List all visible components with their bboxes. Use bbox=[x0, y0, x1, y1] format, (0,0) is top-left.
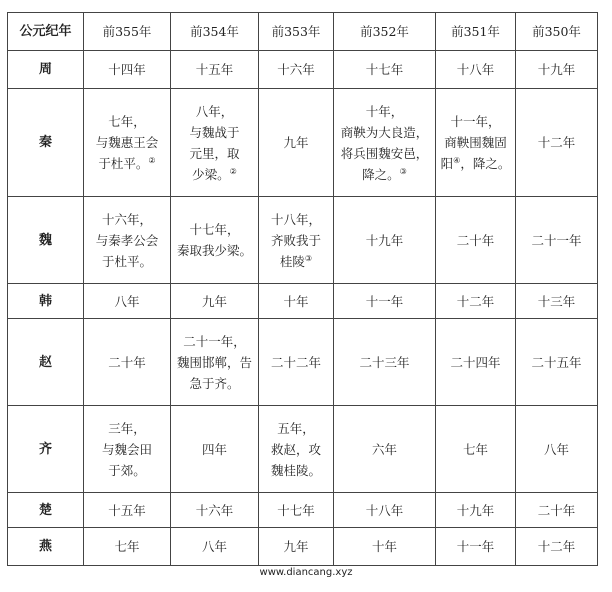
cell-text: 十七年 bbox=[365, 62, 404, 77]
year-header: 前354年 bbox=[171, 13, 259, 51]
state-name: 赵 bbox=[8, 319, 84, 406]
cell-text: 急于齐。 bbox=[189, 375, 240, 391]
cell-text: 十八年， bbox=[270, 211, 321, 227]
cell-text: 二十二年 bbox=[270, 354, 321, 370]
cell-text: 十七年 bbox=[277, 502, 315, 518]
cell-text: 救赵，攻 bbox=[270, 441, 321, 457]
cell-text-line bbox=[336, 143, 433, 164]
year-cell bbox=[334, 319, 436, 406]
cell-text-line bbox=[86, 153, 168, 174]
cell-text: 二十四年 bbox=[450, 354, 501, 370]
chronology-table bbox=[7, 12, 598, 566]
year-cell bbox=[334, 284, 436, 319]
cell-text-line bbox=[438, 153, 513, 174]
year-cell bbox=[436, 89, 516, 197]
year-cell bbox=[334, 493, 436, 528]
cell-text: 八年 bbox=[201, 539, 227, 554]
cell-text: 商鞅为大良造， bbox=[340, 124, 429, 140]
year-cell bbox=[171, 528, 259, 566]
state-name: 魏 bbox=[8, 197, 84, 284]
cell-text-line bbox=[173, 122, 256, 143]
cell-text: 十五年 bbox=[195, 62, 234, 77]
cell-text: 九年 bbox=[201, 293, 227, 309]
cell-text: 十九年 bbox=[365, 232, 404, 248]
cell-text: 二十年 bbox=[456, 232, 495, 248]
cell-text-line bbox=[438, 111, 513, 132]
cell-text-line bbox=[86, 132, 168, 153]
year-cell bbox=[171, 406, 259, 493]
year-cell bbox=[259, 528, 334, 566]
year-cell bbox=[436, 493, 516, 528]
cell-text: 元里，取 bbox=[189, 145, 240, 161]
cell-text: 与魏战于 bbox=[189, 124, 240, 140]
table-row-zhou bbox=[8, 51, 598, 89]
year-cell bbox=[84, 284, 171, 319]
cell-text: 降之。 bbox=[362, 166, 400, 182]
cell-text-line bbox=[518, 352, 595, 373]
cell-text: 魏围邯郸，告 bbox=[176, 354, 252, 370]
cell-text-line bbox=[336, 352, 433, 373]
cell-text-line bbox=[86, 230, 168, 251]
cell-text: 六年 bbox=[371, 441, 397, 457]
cell-text: 十二年 bbox=[456, 293, 495, 309]
cell-text-line bbox=[173, 352, 256, 373]
footnote-marker: ② bbox=[148, 155, 156, 165]
cell-text-line bbox=[336, 536, 433, 557]
year-cell bbox=[84, 51, 171, 89]
year-cell bbox=[436, 319, 516, 406]
cell-text: 八年 bbox=[543, 441, 569, 457]
year-cell bbox=[84, 319, 171, 406]
cell-text: 于杜平。 bbox=[98, 156, 149, 171]
cell-text: 十六年， bbox=[101, 211, 152, 227]
table-row-chu bbox=[8, 493, 598, 528]
year-header: 前353年 bbox=[259, 13, 334, 51]
cell-text: 秦取我少梁。 bbox=[176, 243, 252, 258]
cell-text-line bbox=[518, 59, 595, 80]
cell-text-line bbox=[86, 460, 168, 481]
cell-text: 七年 bbox=[114, 539, 140, 554]
cell-text: 少梁。 bbox=[192, 166, 230, 182]
cell-text-line bbox=[261, 291, 331, 312]
cell-text: 十九年 bbox=[456, 502, 495, 518]
cell-text-line bbox=[438, 291, 513, 312]
year-cell bbox=[516, 406, 598, 493]
cell-text: 十年 bbox=[283, 293, 309, 309]
year-cell bbox=[516, 197, 598, 284]
cell-text-line bbox=[518, 291, 595, 312]
footnote-marker: ② bbox=[229, 166, 237, 176]
cell-text: 十一年， bbox=[450, 114, 501, 129]
cell-text-line bbox=[261, 500, 331, 521]
cell-text-line bbox=[336, 439, 433, 460]
year-cell bbox=[171, 51, 259, 89]
cell-text-line bbox=[261, 209, 331, 230]
cell-text-line bbox=[86, 500, 168, 521]
cell-text-line bbox=[173, 219, 256, 240]
cell-text: 与魏会田 bbox=[101, 441, 152, 457]
cell-text-line bbox=[518, 439, 595, 460]
cell-text-line bbox=[336, 122, 433, 143]
cell-text: 魏桂陵。 bbox=[270, 462, 321, 478]
year-header: 前350年 bbox=[516, 13, 598, 51]
cell-text-line bbox=[173, 291, 256, 312]
year-cell bbox=[84, 89, 171, 197]
cell-text-line bbox=[86, 536, 168, 557]
cell-text: 十一年 bbox=[456, 539, 495, 554]
year-cell bbox=[334, 406, 436, 493]
header-row bbox=[8, 13, 598, 51]
cell-text: 商鞅围魏固 bbox=[444, 135, 507, 150]
cell-text-line bbox=[173, 373, 256, 394]
cell-text: 九年 bbox=[283, 539, 309, 554]
cell-text-line bbox=[173, 143, 256, 164]
cell-text-line bbox=[336, 230, 433, 251]
year-cell bbox=[516, 89, 598, 197]
cell-text: 九年 bbox=[283, 135, 309, 150]
cell-text: 八年， bbox=[195, 103, 234, 119]
cell-text: 齐败我于 bbox=[270, 232, 321, 248]
cell-text-line bbox=[518, 536, 595, 557]
state-name: 燕 bbox=[8, 528, 84, 566]
cell-text: 十年， bbox=[365, 103, 404, 119]
cell-text-line bbox=[336, 164, 433, 185]
year-cell bbox=[516, 319, 598, 406]
cell-text-line bbox=[438, 230, 513, 251]
year-header: 前355年 bbox=[84, 13, 171, 51]
cell-text-line bbox=[336, 500, 433, 521]
year-cell bbox=[436, 197, 516, 284]
year-cell bbox=[516, 528, 598, 566]
table-row-qi bbox=[8, 406, 598, 493]
cell-text-line bbox=[86, 291, 168, 312]
cell-text: 二十年 bbox=[108, 354, 146, 370]
cell-text-line bbox=[173, 500, 256, 521]
cell-text: 十四年 bbox=[108, 62, 146, 77]
cell-text-line bbox=[86, 111, 168, 132]
year-cell bbox=[171, 493, 259, 528]
cell-text-line bbox=[261, 59, 331, 80]
year-cell bbox=[259, 51, 334, 89]
year-cell bbox=[84, 197, 171, 284]
cell-text-line bbox=[438, 59, 513, 80]
cell-text-line bbox=[173, 439, 256, 460]
footnote-marker: ③ bbox=[399, 166, 407, 176]
year-cell bbox=[171, 319, 259, 406]
cell-text: 于郊。 bbox=[108, 462, 146, 478]
year-cell bbox=[516, 493, 598, 528]
cell-text-line bbox=[261, 132, 331, 153]
cell-text: 十五年 bbox=[108, 502, 146, 518]
year-cell bbox=[259, 406, 334, 493]
year-cell bbox=[259, 284, 334, 319]
cell-text: 十七年， bbox=[189, 222, 240, 237]
cell-text-line bbox=[173, 101, 256, 122]
cell-text-line bbox=[336, 59, 433, 80]
cell-text-line bbox=[261, 352, 331, 373]
state-name: 周 bbox=[8, 51, 84, 89]
cell-text-line bbox=[518, 230, 595, 251]
cell-text-line bbox=[438, 439, 513, 460]
cell-text: 二十年 bbox=[537, 502, 576, 518]
year-header: 前352年 bbox=[334, 13, 436, 51]
year-cell bbox=[436, 528, 516, 566]
cell-text-line bbox=[86, 352, 168, 373]
cell-text: 四年 bbox=[201, 441, 227, 457]
year-cell bbox=[334, 51, 436, 89]
year-cell bbox=[171, 284, 259, 319]
watermark-text: www.diancang.xyz bbox=[259, 567, 353, 578]
year-cell bbox=[259, 493, 334, 528]
corner-header: 公元纪年 bbox=[8, 13, 84, 51]
year-cell bbox=[436, 284, 516, 319]
cell-text: 八年 bbox=[114, 293, 140, 309]
cell-text-line bbox=[518, 132, 595, 153]
state-name: 秦 bbox=[8, 89, 84, 197]
state-name: 楚 bbox=[8, 493, 84, 528]
cell-text-line bbox=[261, 536, 331, 557]
cell-text: 十二年 bbox=[537, 135, 576, 150]
cell-text-line bbox=[261, 460, 331, 481]
cell-text-line bbox=[86, 418, 168, 439]
state-name: 韩 bbox=[8, 284, 84, 319]
cell-text-line bbox=[261, 439, 331, 460]
year-cell bbox=[436, 406, 516, 493]
footnote-marker: ④ bbox=[453, 155, 461, 165]
cell-text-line bbox=[336, 101, 433, 122]
cell-text-line bbox=[261, 230, 331, 251]
cell-text-line bbox=[173, 331, 256, 352]
table-row-qin bbox=[8, 89, 598, 197]
cell-text-line bbox=[173, 536, 256, 557]
table-row-wei bbox=[8, 197, 598, 284]
year-cell bbox=[334, 89, 436, 197]
cell-text-line bbox=[86, 439, 168, 460]
year-cell bbox=[84, 528, 171, 566]
year-cell bbox=[84, 406, 171, 493]
cell-text: 十年 bbox=[371, 539, 397, 554]
cell-text: 三年， bbox=[108, 420, 146, 436]
cell-text: 二十五年 bbox=[531, 354, 582, 370]
year-cell bbox=[516, 284, 598, 319]
cell-text-line bbox=[438, 536, 513, 557]
table-row-han bbox=[8, 284, 598, 319]
cell-text: 与魏惠王会 bbox=[95, 135, 159, 150]
year-cell bbox=[259, 197, 334, 284]
cell-text: 桂陵 bbox=[279, 253, 305, 269]
cell-text-line bbox=[261, 418, 331, 439]
table-body bbox=[8, 51, 598, 566]
year-cell bbox=[171, 197, 259, 284]
cell-text-line bbox=[173, 164, 256, 185]
year-cell bbox=[436, 51, 516, 89]
cell-text: 将兵围魏安邑， bbox=[340, 145, 429, 161]
cell-text-line bbox=[261, 251, 331, 272]
cell-text-line bbox=[438, 132, 513, 153]
cell-text-line bbox=[173, 59, 256, 80]
cell-text: 与秦孝公会 bbox=[95, 232, 159, 248]
cell-text: 十六年 bbox=[277, 62, 315, 77]
year-cell bbox=[334, 197, 436, 284]
cell-text: 十六年 bbox=[195, 502, 234, 518]
cell-text: 十二年 bbox=[537, 539, 576, 554]
cell-text: ，降之。 bbox=[460, 156, 511, 171]
cell-text: 七年 bbox=[462, 441, 488, 457]
chronology-table-container bbox=[7, 12, 597, 566]
cell-text-line bbox=[438, 352, 513, 373]
cell-text: 十八年 bbox=[365, 502, 404, 518]
cell-text: 十三年 bbox=[537, 293, 576, 309]
cell-text: 十一年 bbox=[365, 293, 404, 309]
cell-text: 二十一年 bbox=[531, 232, 582, 248]
year-cell bbox=[84, 493, 171, 528]
cell-text-line bbox=[173, 240, 256, 261]
cell-text-line bbox=[86, 251, 168, 272]
cell-text-line bbox=[518, 500, 595, 521]
year-header: 前351年 bbox=[436, 13, 516, 51]
table-row-zhao bbox=[8, 319, 598, 406]
cell-text: 于杜平。 bbox=[101, 253, 152, 269]
year-cell bbox=[334, 528, 436, 566]
year-cell bbox=[516, 51, 598, 89]
table-row-yan bbox=[8, 528, 598, 566]
footnote-marker: ③ bbox=[304, 253, 313, 263]
year-cell bbox=[259, 319, 334, 406]
cell-text-line bbox=[86, 209, 168, 230]
cell-text: 十九年 bbox=[537, 62, 576, 77]
cell-text-line bbox=[438, 500, 513, 521]
cell-text: 二十三年 bbox=[359, 354, 410, 370]
cell-text: 十八年 bbox=[456, 62, 495, 77]
cell-text-line bbox=[336, 291, 433, 312]
year-cell bbox=[259, 89, 334, 197]
cell-text-line bbox=[86, 59, 168, 80]
year-cell bbox=[171, 89, 259, 197]
cell-text: 阳 bbox=[440, 156, 454, 171]
state-name: 齐 bbox=[8, 406, 84, 493]
cell-text: 七年， bbox=[108, 114, 146, 129]
cell-text: 二十一年， bbox=[183, 333, 246, 349]
cell-text: 五年， bbox=[277, 420, 315, 436]
